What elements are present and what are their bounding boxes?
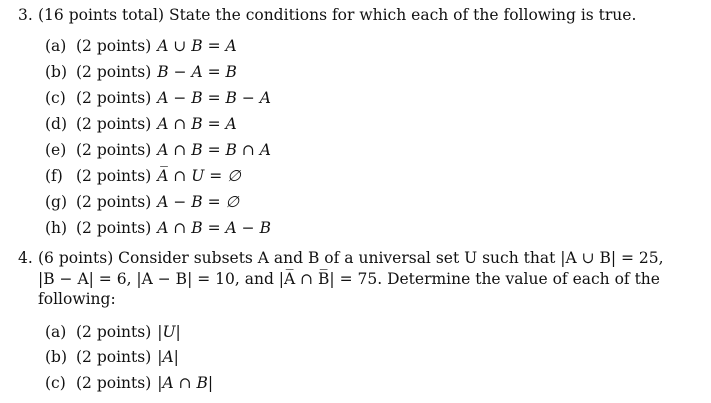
item-points: (2 points) xyxy=(76,63,152,81)
q3-item-b xyxy=(45,62,237,82)
q4-item-a xyxy=(45,322,181,342)
item-label: (a) xyxy=(45,323,67,341)
item-points: (2 points) xyxy=(76,89,152,107)
item-points: (2 points) xyxy=(76,167,152,185)
item-expression: A ∪ B = A xyxy=(157,37,237,55)
item-expression: |A| xyxy=(157,348,179,366)
q3-item-d xyxy=(45,114,237,134)
item-expression: A ∩ B = B ∩ A xyxy=(157,141,271,159)
question-4-number: 4. xyxy=(18,249,33,267)
item-expression: |U| xyxy=(157,323,181,341)
item-expression: A ∩ B = A xyxy=(157,115,237,133)
item-label: (c) xyxy=(45,89,66,107)
item-points: (2 points) xyxy=(76,323,152,341)
question-4-line-1 xyxy=(18,248,664,268)
item-expression: A − B = ∅ xyxy=(157,193,240,211)
item-expression: A̅ ∩ U = ∅ xyxy=(157,167,241,185)
item-label: (h) xyxy=(45,219,68,237)
item-points: (2 points) xyxy=(76,193,152,211)
question-4-text-line-2: |B − A| = 6, |A − B| = 10, and |A̅ ∩ B̅| = 75. Determine the value of each of the xyxy=(38,270,660,288)
item-points: (2 points) xyxy=(76,374,152,392)
question-4-text-line-1: (6 points) Consider subsets A and B of a universal set U such that |A ∪ B| = 25, xyxy=(38,249,664,267)
item-label: (d) xyxy=(45,115,68,133)
item-expression: A ∩ B = A − B xyxy=(157,219,271,237)
question-3-heading xyxy=(18,5,636,25)
q3-item-h xyxy=(45,218,271,238)
q3-item-g xyxy=(45,192,239,212)
item-points: (2 points) xyxy=(76,348,152,366)
q3-item-a xyxy=(45,36,237,56)
q3-item-f xyxy=(45,166,241,186)
item-expression: A − B = B − A xyxy=(157,89,271,107)
item-label: (e) xyxy=(45,141,67,159)
item-points: (2 points) xyxy=(76,115,152,133)
question-4-line-3: following: xyxy=(38,290,116,308)
q4-item-b xyxy=(45,347,179,367)
question-3-text: (16 points total) State the conditions for which each of the following is true. xyxy=(38,6,637,24)
question-3-number: 3. xyxy=(18,6,33,24)
item-label: (b) xyxy=(45,63,68,81)
item-label: (b) xyxy=(45,348,68,366)
q4-item-c xyxy=(45,373,213,393)
item-points: (2 points) xyxy=(76,219,152,237)
item-label: (c) xyxy=(45,374,66,392)
q3-item-c xyxy=(45,88,271,108)
item-label: (a) xyxy=(45,37,67,55)
item-points: (2 points) xyxy=(76,37,152,55)
item-expression: B − A = B xyxy=(157,63,237,81)
item-label: (f) xyxy=(45,167,63,185)
item-points: (2 points) xyxy=(76,141,152,159)
question-4-line-2 xyxy=(38,269,660,289)
item-expression: |A ∩ B| xyxy=(157,374,214,392)
q3-item-e xyxy=(45,140,271,160)
item-label: (g) xyxy=(45,193,68,211)
